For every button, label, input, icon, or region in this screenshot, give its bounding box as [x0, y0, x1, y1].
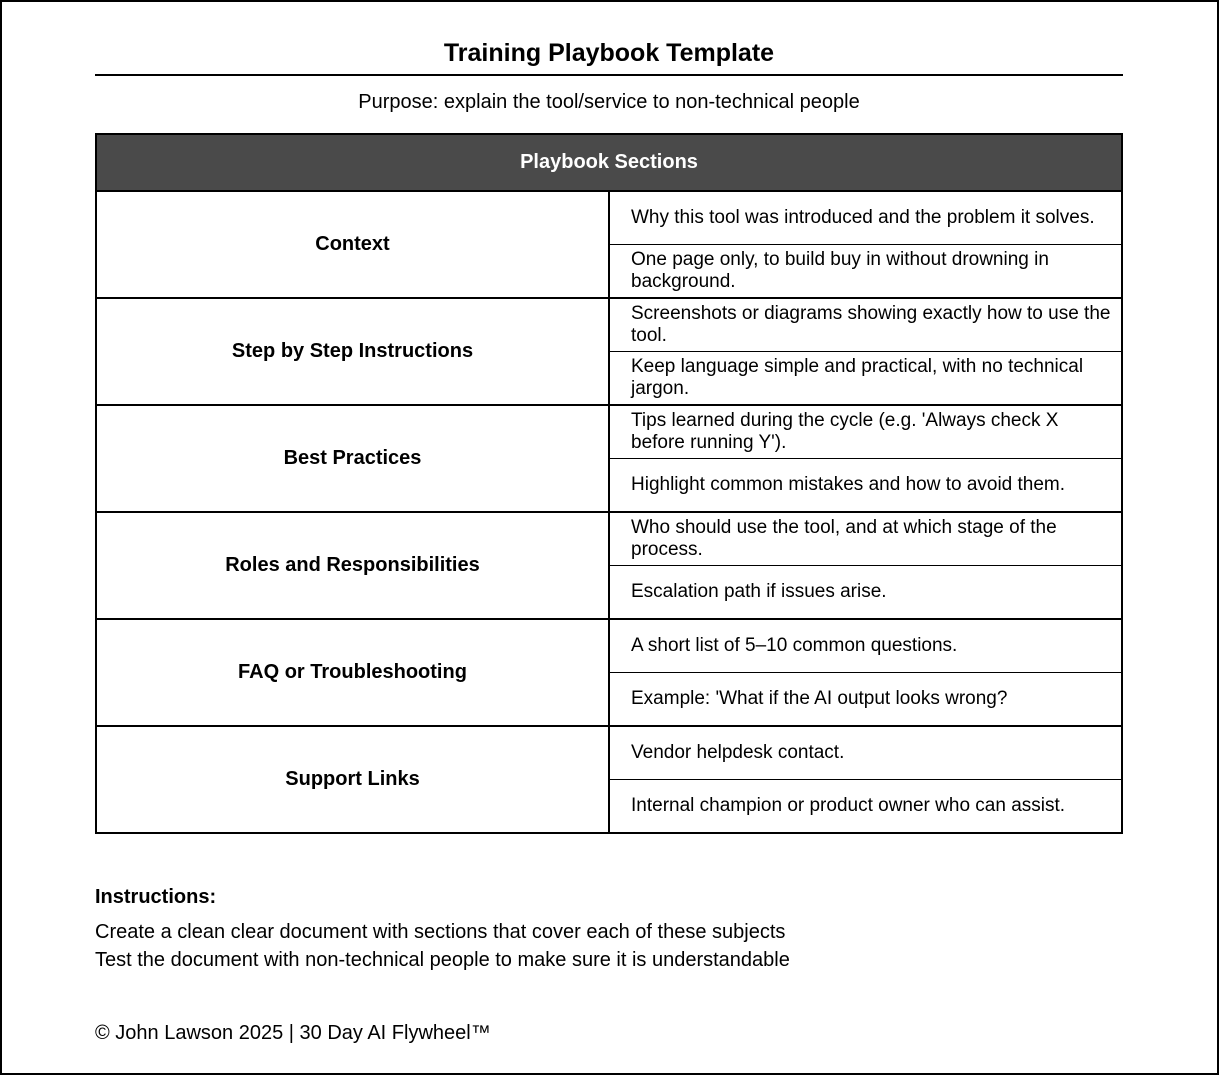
instructions-line: Create a clean clear document with sections that cover each of these subjects	[95, 921, 786, 943]
copyright-line: © John Lawson 2025 | 30 Day AI Flywheel™	[95, 1022, 491, 1044]
section-label-roles: Roles and Responsibilities	[96, 512, 609, 619]
section-label-faq: FAQ or Troubleshooting	[96, 619, 609, 726]
section-detail: One page only, to build buy in without drowning in background.	[609, 245, 1122, 299]
section-label-best-practices: Best Practices	[96, 405, 609, 512]
section-detail: Why this tool was introduced and the problem it solves.	[609, 191, 1122, 245]
section-detail: Example: 'What if the AI output looks wrong?	[609, 673, 1122, 727]
section-detail: Highlight common mistakes and how to avoid them.	[609, 459, 1122, 513]
section-label-step-by-step: Step by Step Instructions	[96, 298, 609, 405]
table-header-row	[96, 134, 1122, 191]
table-row	[96, 726, 1122, 780]
instructions-line: Test the document with non-technical people to make sure it is understandable	[95, 949, 790, 971]
section-detail: Keep language simple and practical, with no technical jargon.	[609, 352, 1122, 406]
table-row	[96, 191, 1122, 245]
table-header: Playbook Sections	[96, 134, 1122, 191]
table-row	[96, 405, 1122, 459]
section-label-support-links: Support Links	[96, 726, 609, 833]
page-title: Training Playbook Template	[95, 2, 1123, 76]
section-detail: Internal champion or product owner who can assist.	[609, 780, 1122, 834]
playbook-sections-table	[95, 133, 1123, 834]
section-detail: Screenshots or diagrams showing exactly how to use the tool.	[609, 298, 1122, 352]
section-detail: A short list of 5–10 common questions.	[609, 619, 1122, 673]
table-body	[96, 191, 1122, 833]
section-detail: Escalation path if issues arise.	[609, 566, 1122, 620]
table-row	[96, 619, 1122, 673]
table-row	[96, 298, 1122, 352]
section-label-context: Context	[96, 191, 609, 298]
section-detail: Vendor helpdesk contact.	[609, 726, 1122, 780]
purpose-line: Purpose: explain the tool/service to non-technical people	[358, 91, 860, 113]
table-row	[96, 512, 1122, 566]
table-head	[96, 134, 1122, 191]
section-detail: Tips learned during the cycle (e.g. 'Always check X before running Y').	[609, 405, 1122, 459]
section-detail: Who should use the tool, and at which stage of the process.	[609, 512, 1122, 566]
instructions-heading: Instructions:	[95, 886, 217, 908]
document-content	[95, 2, 1123, 1046]
